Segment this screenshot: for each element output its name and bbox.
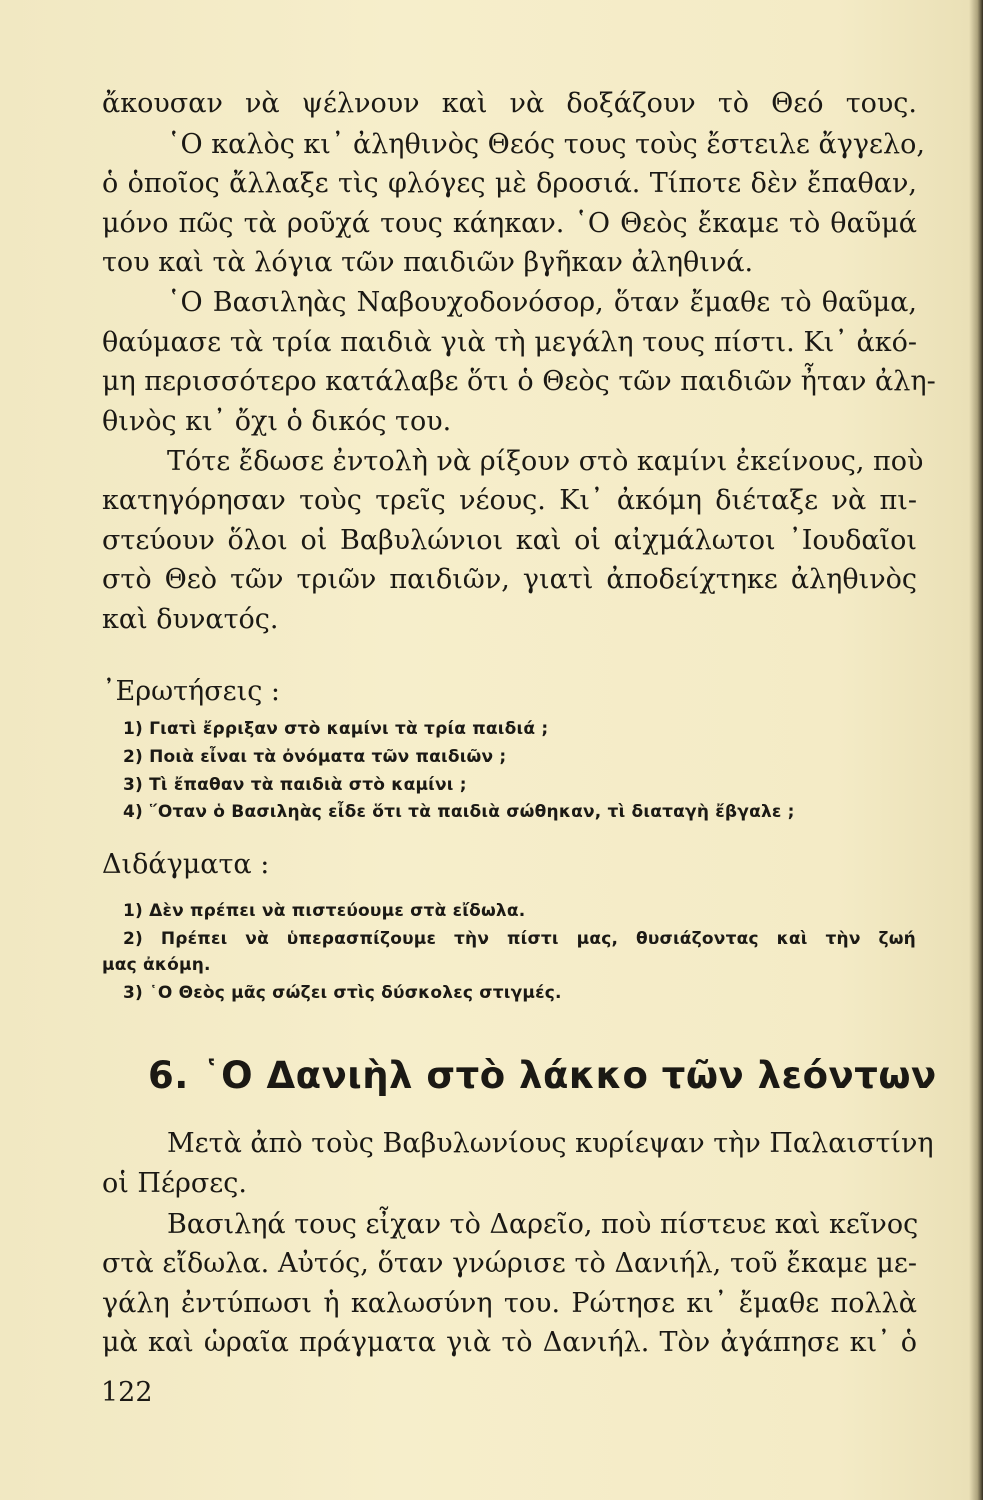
chapter-text-line: μὰ καὶ ὡραῖα πράγματα γιὰ τὸ Δανιήλ. Τὸν ἀγάπησε κι᾿ ὁ <box>102 1327 917 1358</box>
text-line: ὁ ὁποῖος ἄλλαξε τὶς φλόγες μὲ δροσιά. Τίποτε δὲν ἔπαθαν, <box>102 168 917 199</box>
lessons-title: Διδάγματα : <box>102 849 270 880</box>
questions-title: ᾿Ερωτήσεις : <box>102 676 281 707</box>
chapter-text-line: γάλη ἐντύπωσι ἡ καλωσύνη του. Ρώτησε κι᾿ ἔμαθε πολλὰ <box>102 1288 917 1319</box>
text-line: μη περισσότερο κατάλαβε ὅτι ὁ Θεὸς τῶν παιδιῶν ἦταν ἀλη- <box>102 366 936 397</box>
question-item: 1) Γιατὶ ἔρριξαν στὸ καμίνι τὰ τρία παιδιά ; <box>123 719 549 739</box>
chapter-text-line: Βασιληά τους εἶχαν τὸ Δαρεῖο, ποὺ πίστευε καὶ κεῖνος <box>167 1209 919 1240</box>
lesson-item-continued: μας ἀκόμη. <box>102 955 211 975</box>
lesson-item: 3) ῾Ο Θεὸς μᾶς σώζει στὶς δύσκολες στιγμές. <box>123 983 562 1003</box>
question-item: 4) ῞Οταν ὁ Βασιληὰς εἶδε ὅτι τὰ παιδιὰ σώθηκαν, τὶ διαταγὴ ἔβγαλε ; <box>123 802 795 822</box>
lesson-item: 2) Πρέπει νὰ ὑπερασπίζουμε τὴν πίστι μας, θυσιάζοντας καὶ τὴν ζωή <box>123 929 916 949</box>
text-line: του καὶ τὰ λόγια τῶν παιδιῶν βγῆκαν ἀληθινά. <box>102 247 754 278</box>
chapter-text-line: Μετὰ ἀπὸ τοὺς Βαβυλωνίους κυρίεψαν τὴν Παλαιστίνη <box>167 1128 934 1159</box>
text-line: ῾Ο καλὸς κι᾿ ἀληθινὸς Θεός τους τοὺς ἔστειλε ἄγγελο, <box>167 129 925 160</box>
text-line: Τότε ἔδωσε ἐντολὴ νὰ ρίξουν στὸ καμίνι ἐκείνους, ποὺ <box>167 446 924 477</box>
text-line: θινὸς κι᾿ ὄχι ὁ δικός του. <box>102 406 452 437</box>
question-item: 2) Ποιὰ εἶναι τὰ ὀνόματα τῶν παιδιῶν ; <box>123 747 507 767</box>
chapter-text-line: στὰ εἴδωλα. Αὐτός, ὅταν γνώρισε τὸ Δανιήλ, τοῦ ἔκαμε με- <box>102 1248 917 1279</box>
text-line: ἄκουσαν νὰ ψέλνουν καὶ νὰ δοξάζουν τὸ Θεό τους. <box>102 88 917 119</box>
chapter-text-line: οἱ Πέρσες. <box>102 1168 247 1199</box>
text-line: στεύουν ὅλοι οἱ Βαβυλώνιοι καὶ οἱ αἰχμάλωτοι ᾿Ιουδαῖοι <box>102 525 917 556</box>
lesson-item: 1) Δὲν πρέπει νὰ πιστεύουμε στὰ εἴδωλα. <box>123 901 526 921</box>
text-line: κατηγόρησαν τοὺς τρεῖς νέους. Κι᾿ ἀκόμη διέταξε νὰ πι- <box>102 485 917 516</box>
text-line: καὶ δυνατός. <box>102 604 279 635</box>
text-line: μόνο πῶς τὰ ροῦχά τους κάηκαν. ῾Ο Θεὸς ἔκαμε τὸ θαῦμά <box>102 208 917 239</box>
chapter-heading: 6. ῾Ο Δανιὴλ στὸ λάκκο τῶν λεόντων <box>148 1054 937 1097</box>
text-line: θαύμασε τὰ τρία παιδιὰ γιὰ τὴ μεγάλη τους πίστι. Κι᾿ ἀκό- <box>102 327 917 358</box>
question-item: 3) Τὶ ἔπαθαν τὰ παιδιὰ στὸ καμίνι ; <box>123 775 467 795</box>
text-line: ῾Ο Βασιληὰς Ναβουχοδονόσορ, ὅταν ἔμαθε τὸ θαῦμα, <box>167 287 917 318</box>
page-number: 122 <box>101 1377 153 1408</box>
text-line: στὸ Θεὸ τῶν τριῶν παιδιῶν, γιατὶ ἀποδείχτηκε ἀληθινὸς <box>102 564 917 595</box>
